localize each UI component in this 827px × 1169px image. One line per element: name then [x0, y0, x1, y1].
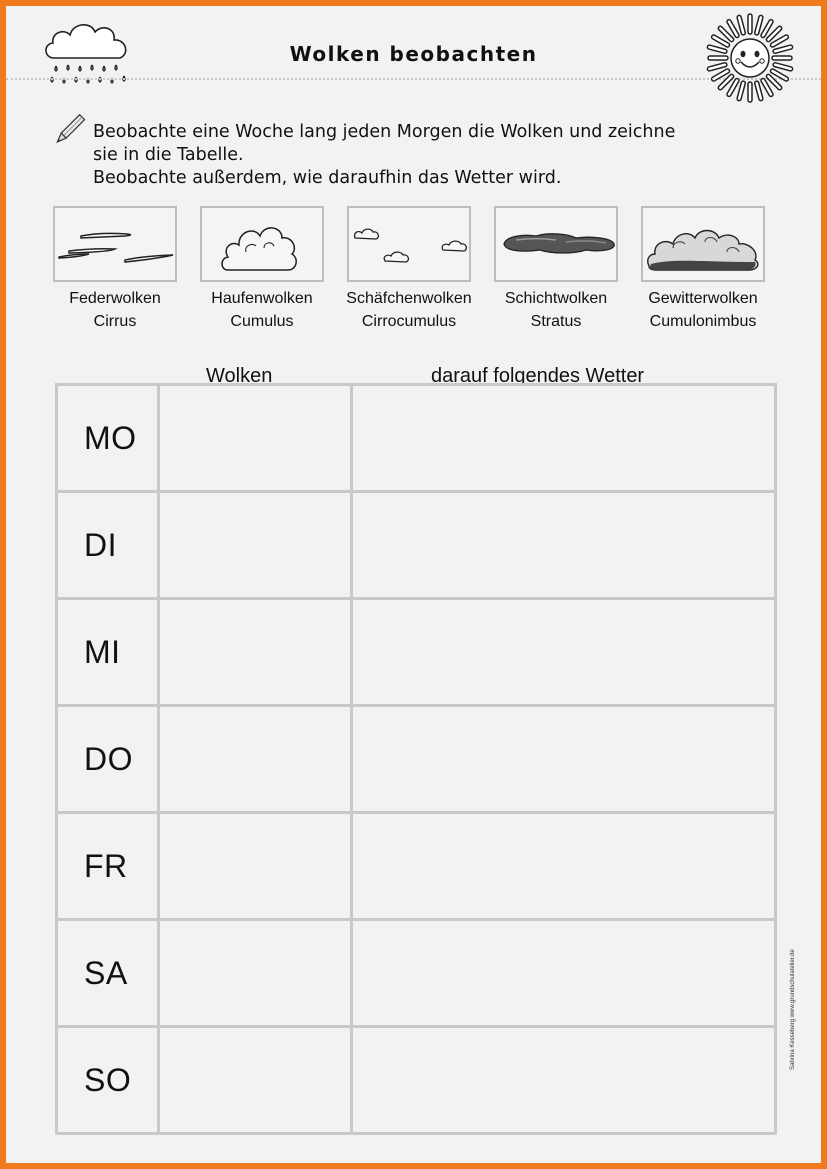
cloud-type-cumulus: [197, 206, 327, 333]
cloud-german-name: Federwolken: [69, 290, 161, 307]
worksheet-page: [6, 6, 821, 1163]
page-title: Wolken beobachten: [289, 42, 538, 66]
cloud-latin-name: Cirrus: [93, 313, 137, 330]
cirrocumulus-picture: [347, 206, 471, 282]
cloud-german-name: Gewitterwolken: [648, 290, 758, 307]
instruction-line: Beobachte eine Woche lang jeden Morgen die Wolken und zeichne: [93, 122, 676, 142]
table-row: [58, 707, 774, 814]
cloud-type-cumulonimbus: [638, 206, 768, 333]
table-row: [58, 814, 774, 921]
cloud-german-name: Haufenwolken: [211, 290, 313, 307]
title-divider: [6, 78, 821, 80]
table-row: [58, 921, 774, 1028]
instructions-text: [93, 121, 793, 190]
author-credit-text: Sabrina Kesseberg www.grundschulatelier.de: [790, 949, 796, 1070]
table-row: [58, 386, 774, 493]
cloud-latin-name: Cumulus: [230, 313, 294, 330]
cloud-latin-name: Stratus: [530, 313, 582, 330]
cloud-latin-name: Cirrocumulus: [361, 313, 457, 330]
table-row: [58, 600, 774, 707]
sun-icon: [706, 12, 794, 104]
cloud-german-name: Schichtwolken: [504, 290, 608, 307]
cumulus-picture: [200, 206, 324, 282]
instruction-line: Beobachte außerdem, wie daraufhin das Wetter wird.: [93, 168, 562, 188]
column-header-clouds: Wolken: [206, 365, 273, 387]
cumulonimbus-picture: [641, 206, 765, 282]
cloud-type-stratus: [491, 206, 621, 333]
table-row: [58, 1028, 774, 1135]
day-label: FR: [84, 848, 128, 884]
day-label: DI: [84, 527, 117, 563]
instruction-line: sie in die Tabelle.: [93, 145, 244, 165]
table-row: [58, 493, 774, 600]
cloud-german-name: Schäfchenwolken: [346, 290, 472, 307]
cloud-type-cirrocumulus: [344, 206, 474, 333]
cloud-latin-name: Cumulonimbus: [649, 313, 757, 330]
cirrus-picture: [53, 206, 177, 282]
cloud-type-cirrus: [50, 206, 180, 333]
day-label: DO: [84, 741, 133, 777]
day-label: MI: [84, 634, 121, 670]
day-label: SA: [84, 955, 128, 991]
day-label: SO: [84, 1062, 132, 1098]
observation-table: [55, 383, 777, 1135]
stratus-picture: [494, 206, 618, 282]
column-header-weather: darauf folgendes Wetter: [431, 365, 645, 387]
pencil-icon: [52, 114, 86, 148]
day-label: MO: [84, 420, 137, 456]
